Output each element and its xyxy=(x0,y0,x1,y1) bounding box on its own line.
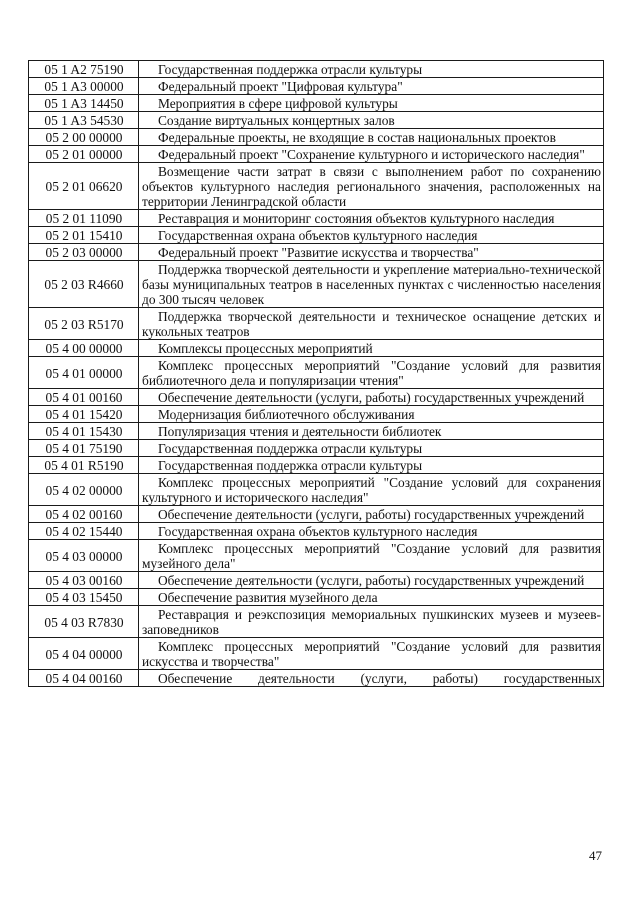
expense-item-name: Реставрация и реэкспозиция мемориальных пушкинских музеев и музеев-заповедников xyxy=(139,606,604,638)
classification-code: 05 4 03 R7830 xyxy=(29,606,139,638)
classification-code: 05 2 01 00000 xyxy=(29,146,139,163)
expense-item-name: Федеральные проекты, не входящие в состав национальных проектов xyxy=(139,129,604,146)
expense-item-name: Комплексы процессных мероприятий xyxy=(139,340,604,357)
table-row xyxy=(29,308,604,340)
classification-code: 05 4 04 00000 xyxy=(29,638,139,670)
table-row xyxy=(29,440,604,457)
classification-code: 05 4 01 15420 xyxy=(29,406,139,423)
table-row xyxy=(29,572,604,589)
expense-item-name: Поддержка творческой деятельности и техническое оснащение детских и кукольных театров xyxy=(139,308,604,340)
expense-item-name: Государственная поддержка отрасли культуры xyxy=(139,457,604,474)
classification-code: 05 4 03 00160 xyxy=(29,572,139,589)
table-row xyxy=(29,638,604,670)
budget-classification-table xyxy=(28,60,604,687)
table-row xyxy=(29,146,604,163)
table-row xyxy=(29,523,604,540)
expense-item-name: Комплекс процессных мероприятий "Создание условий для развития библиотечного дела и популяризации чтения" xyxy=(139,357,604,389)
expense-item-name: Государственная охрана объектов культурного наследия xyxy=(139,523,604,540)
table-row xyxy=(29,244,604,261)
expense-item-name: Государственная поддержка отрасли культуры xyxy=(139,440,604,457)
classification-code: 05 2 01 15410 xyxy=(29,227,139,244)
classification-code: 05 4 01 00160 xyxy=(29,389,139,406)
classification-code: 05 4 01 75190 xyxy=(29,440,139,457)
expense-item-name: Обеспечение деятельности (услуги, работы) государственных xyxy=(139,670,604,687)
classification-code: 05 4 00 00000 xyxy=(29,340,139,357)
table-row xyxy=(29,589,604,606)
classification-code: 05 1 A3 00000 xyxy=(29,78,139,95)
table-row xyxy=(29,670,604,687)
expense-item-name: Модернизация библиотечного обслуживания xyxy=(139,406,604,423)
table-row xyxy=(29,506,604,523)
expense-item-name: Государственная поддержка отрасли культуры xyxy=(139,61,604,78)
classification-code: 05 4 01 15430 xyxy=(29,423,139,440)
page-number: 47 xyxy=(589,848,602,863)
expense-item-name: Реставрация и мониторинг состояния объектов культурного наследия xyxy=(139,210,604,227)
table-row xyxy=(29,112,604,129)
expense-item-name: Обеспечение развития музейного дела xyxy=(139,589,604,606)
classification-code: 05 4 04 00160 xyxy=(29,670,139,687)
classification-code: 05 2 01 06620 xyxy=(29,163,139,210)
table-row xyxy=(29,163,604,210)
table-row xyxy=(29,606,604,638)
table-row xyxy=(29,540,604,572)
table-row xyxy=(29,78,604,95)
table-row xyxy=(29,357,604,389)
expense-item-name: Возмещение части затрат в связи с выполнением работ по сохранению объектов культурного наследия регионального значения, расположенных на территории Ленинградской области xyxy=(139,163,604,210)
classification-code: 05 4 01 00000 xyxy=(29,357,139,389)
table-row xyxy=(29,210,604,227)
table-row xyxy=(29,61,604,78)
classification-code: 05 4 03 00000 xyxy=(29,540,139,572)
classification-code: 05 1 A3 14450 xyxy=(29,95,139,112)
expense-item-name: Государственная охрана объектов культурного наследия xyxy=(139,227,604,244)
classification-code: 05 2 03 R4660 xyxy=(29,261,139,308)
expense-item-name: Обеспечение деятельности (услуги, работы) государственных учреждений xyxy=(139,572,604,589)
expense-item-name: Комплекс процессных мероприятий "Создание условий для развития музейного дела" xyxy=(139,540,604,572)
table-row xyxy=(29,423,604,440)
table-row xyxy=(29,474,604,506)
table-body xyxy=(29,61,604,687)
classification-code: 05 1 A2 75190 xyxy=(29,61,139,78)
classification-code: 05 2 01 11090 xyxy=(29,210,139,227)
expense-item-name: Федеральный проект "Цифровая культура" xyxy=(139,78,604,95)
expense-item-name: Создание виртуальных концертных залов xyxy=(139,112,604,129)
table-row xyxy=(29,95,604,112)
expense-item-name: Обеспечение деятельности (услуги, работы) государственных учреждений xyxy=(139,389,604,406)
expense-item-name: Комплекс процессных мероприятий "Создание условий для сохранения культурного и исторического наследия" xyxy=(139,474,604,506)
classification-code: 05 4 01 R5190 xyxy=(29,457,139,474)
expense-item-name: Федеральный проект "Сохранение культурного и исторического наследия" xyxy=(139,146,604,163)
table-row xyxy=(29,389,604,406)
table-row xyxy=(29,261,604,308)
classification-code: 05 4 02 00160 xyxy=(29,506,139,523)
expense-item-name: Федеральный проект "Развитие искусства и творчества" xyxy=(139,244,604,261)
expense-item-name: Мероприятия в сфере цифровой культуры xyxy=(139,95,604,112)
classification-code: 05 4 02 00000 xyxy=(29,474,139,506)
expense-item-name: Поддержка творческой деятельности и укрепление материально-технической базы муниципальных театров в населенных пунктах с численностью населения до 300 тысяч человек xyxy=(139,261,604,308)
expense-item-name: Обеспечение деятельности (услуги, работы) государственных учреждений xyxy=(139,506,604,523)
table-row xyxy=(29,340,604,357)
table-row xyxy=(29,227,604,244)
table-row xyxy=(29,129,604,146)
classification-code: 05 2 03 R5170 xyxy=(29,308,139,340)
expense-item-name: Комплекс процессных мероприятий "Создание условий для развития искусства и творчества" xyxy=(139,638,604,670)
classification-code: 05 2 03 00000 xyxy=(29,244,139,261)
expense-item-name: Популяризация чтения и деятельности библиотек xyxy=(139,423,604,440)
table-row xyxy=(29,406,604,423)
classification-code: 05 1 A3 54530 xyxy=(29,112,139,129)
classification-code: 05 4 03 15450 xyxy=(29,589,139,606)
classification-code: 05 4 02 15440 xyxy=(29,523,139,540)
classification-code: 05 2 00 00000 xyxy=(29,129,139,146)
table-row xyxy=(29,457,604,474)
